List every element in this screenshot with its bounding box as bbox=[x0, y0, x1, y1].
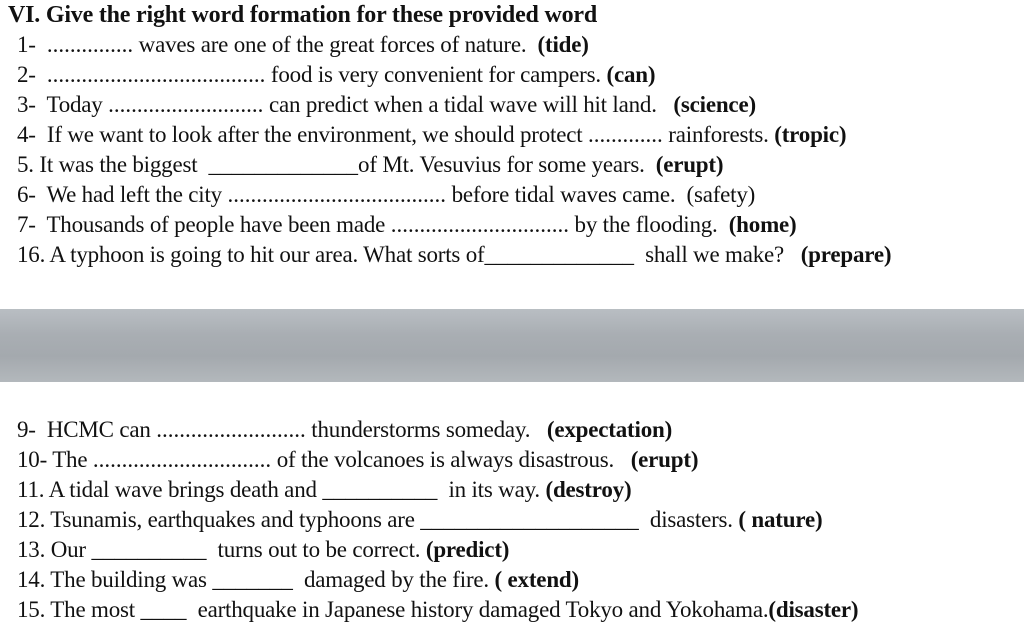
item-number: 13. bbox=[17, 537, 46, 562]
word-hint: (prepare) bbox=[800, 242, 892, 267]
item-text-before: We had left the city bbox=[35, 182, 228, 207]
exercise-item bbox=[17, 151, 723, 179]
item-text-after: of Mt. Vesuvius for some years. bbox=[358, 152, 656, 177]
item-text-before: A typhoon is going to hit our area. What sorts of bbox=[45, 242, 485, 267]
exercise-item bbox=[17, 446, 698, 474]
item-number: 14. bbox=[17, 567, 46, 592]
item-text-after: waves are one of the great forces of nature. bbox=[133, 32, 538, 57]
word-hint: (expectation) bbox=[546, 417, 673, 442]
answer-blank: ___________________ bbox=[420, 507, 639, 532]
item-text-before: A tidal wave brings death and bbox=[44, 477, 323, 502]
item-text-before: It was the biggest bbox=[33, 152, 209, 177]
item-number: 7- bbox=[17, 212, 36, 237]
exercise-item bbox=[17, 91, 756, 119]
item-number: 15. bbox=[17, 597, 46, 622]
item-text-after: disasters. bbox=[638, 507, 739, 532]
exercise-item bbox=[17, 181, 755, 209]
answer-blank: ............... bbox=[46, 32, 134, 57]
item-text-after: rainforests. bbox=[662, 122, 775, 147]
exercise-item bbox=[17, 476, 631, 504]
item-text-after: damaged by the fire. bbox=[292, 567, 495, 592]
word-hint: (erupt) bbox=[630, 447, 699, 472]
item-number: 9- bbox=[17, 417, 36, 442]
gray-separator-band bbox=[0, 309, 1024, 382]
exercise-item bbox=[17, 536, 509, 564]
item-text-before: The most bbox=[45, 597, 141, 622]
item-text-before: If we want to look after the environment, we should protect bbox=[35, 122, 588, 147]
exercise-item bbox=[17, 61, 655, 89]
item-number: 2- bbox=[17, 62, 36, 87]
answer-blank: __________ bbox=[322, 477, 438, 502]
item-text-before bbox=[36, 62, 47, 87]
item-number: 6- bbox=[17, 182, 36, 207]
word-hint: (safety) bbox=[686, 182, 756, 207]
answer-blank: ............................... bbox=[92, 447, 272, 472]
item-number: 16. bbox=[17, 242, 46, 267]
item-text-before bbox=[36, 32, 47, 57]
exercise-item bbox=[17, 241, 891, 269]
exercise-title: VI. Give the right word formation for these provided word bbox=[8, 2, 597, 28]
item-text-before: Our bbox=[45, 537, 92, 562]
exercise-item bbox=[17, 121, 846, 149]
exercise-item bbox=[17, 506, 822, 534]
answer-blank: ........................... bbox=[108, 92, 264, 117]
item-number: 11. bbox=[17, 477, 45, 502]
answer-blank: _____________ bbox=[484, 242, 634, 267]
item-number: 3- bbox=[17, 92, 36, 117]
item-text-after: food is very convenient for campers. bbox=[265, 62, 607, 87]
item-text-before: Today bbox=[35, 92, 109, 117]
word-hint: ( nature) bbox=[738, 507, 823, 532]
answer-blank: _____________ bbox=[208, 152, 359, 177]
exercise-item bbox=[17, 211, 797, 239]
word-hint: (tide) bbox=[537, 32, 589, 57]
item-text-after: turns out to be correct. bbox=[206, 537, 426, 562]
item-text-before: The bbox=[47, 447, 93, 472]
item-number: 10- bbox=[17, 447, 48, 472]
word-hint: (erupt) bbox=[655, 152, 724, 177]
item-text-before: Thousands of people have been made bbox=[35, 212, 391, 237]
answer-blank: .......................... bbox=[156, 417, 306, 442]
item-text-after: can predict when a tidal wave will hit land. bbox=[263, 92, 674, 117]
answer-blank: ............................... bbox=[390, 212, 569, 237]
item-text-before: Tsunamis, earthquakes and typhoons are bbox=[45, 507, 421, 532]
item-text-after: earthquake in Japanese history damaged Tokyo and Yokohama. bbox=[186, 597, 769, 622]
item-text-after: thunderstorms someday. bbox=[305, 417, 547, 442]
word-hint: (disaster) bbox=[768, 597, 859, 622]
exercise-item bbox=[17, 31, 589, 59]
answer-blank: ...................................... bbox=[46, 62, 266, 87]
word-hint: (predict) bbox=[425, 537, 510, 562]
item-number: 1- bbox=[17, 32, 36, 57]
answer-blank: ...................................... bbox=[227, 182, 447, 207]
word-hint: (can) bbox=[606, 62, 656, 87]
item-number: 5. bbox=[17, 152, 34, 177]
word-hint: (destroy) bbox=[545, 477, 632, 502]
item-text-after: of the volcanoes is always disastrous. bbox=[271, 447, 631, 472]
item-text-after: by the flooding. bbox=[568, 212, 729, 237]
item-text-after: shall we make? bbox=[633, 242, 801, 267]
item-text-before: The building was bbox=[45, 567, 213, 592]
exercise-item bbox=[17, 566, 579, 594]
item-text-after: before tidal waves came. bbox=[446, 182, 687, 207]
word-hint: (tropic) bbox=[774, 122, 847, 147]
exercise-item bbox=[17, 416, 672, 444]
word-hint: (science) bbox=[673, 92, 756, 117]
answer-blank: ............. bbox=[587, 122, 663, 147]
item-text-after: in its way. bbox=[437, 477, 546, 502]
item-number: 4- bbox=[17, 122, 36, 147]
answer-blank: __________ bbox=[91, 537, 207, 562]
exercise-item bbox=[17, 596, 858, 624]
item-text-before: HCMC can bbox=[35, 417, 157, 442]
word-hint: (home) bbox=[728, 212, 797, 237]
answer-blank: _______ bbox=[212, 567, 293, 592]
item-number: 12. bbox=[17, 507, 46, 532]
answer-blank: ____ bbox=[140, 597, 187, 622]
word-hint: ( extend) bbox=[494, 567, 579, 592]
